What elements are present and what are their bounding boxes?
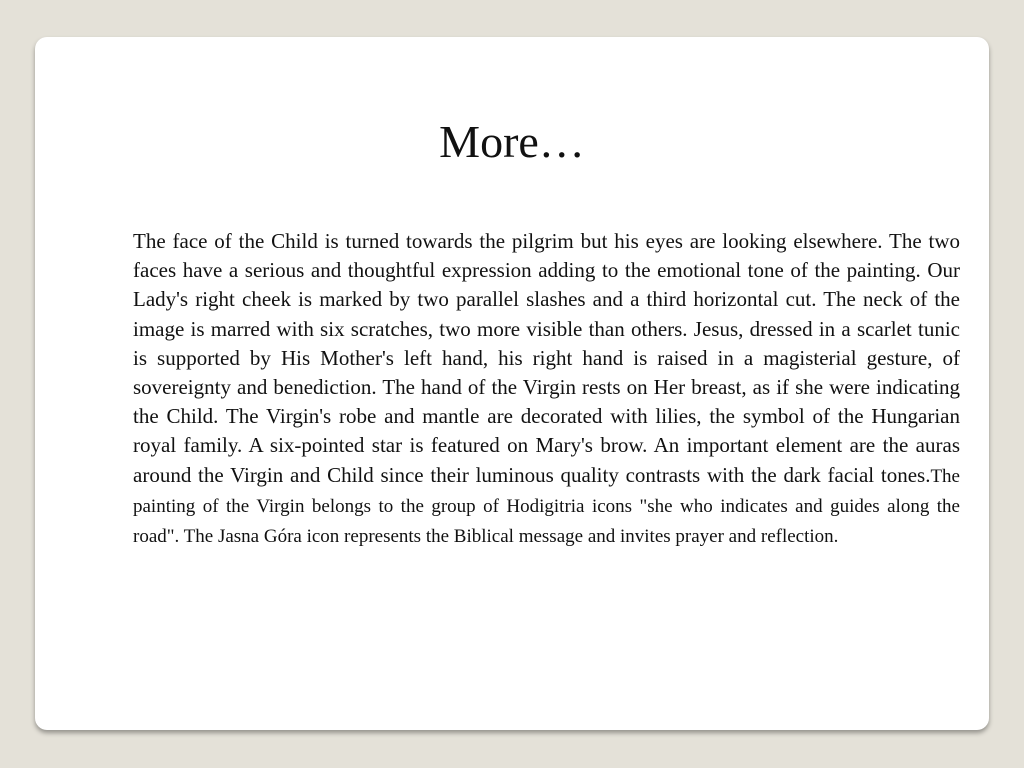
slide — [35, 37, 989, 730]
body-text-main: The face of the Child is turned towards the pilgrim but his eyes are looking elsewhere. The two faces have a serious and thoughtful expression adding to the emotional tone of the painting. Our Lady's right cheek is marked by two parallel slashes and a third horizontal cut. The neck of the image is marred with six scratches, two more visible than others. Jesus, dressed in a scarlet tunic is supported by His Mother's left hand, his right hand is raised in a magisterial gesture, of sovereignty and benediction. The hand of the Virgin rests on Her breast, as if she were indicating the Child. The Virgin's robe and mantle are decorated with lilies, the symbol of the Hungarian royal family. A six-pointed star is featured on Mary's brow. An important element are the auras around the Virgin and Child since their luminous quality contrasts with the dark facial tones. — [133, 229, 960, 487]
slide-body-text — [133, 227, 960, 551]
slide-title: More… — [439, 116, 585, 167]
body-text-tail: The painting of the Virgin belongs to the group of Hodigitria icons "she who indicates and guides along the road". The Jasna Góra icon represents the Biblical message and invites prayer and reflection. — [133, 465, 960, 547]
